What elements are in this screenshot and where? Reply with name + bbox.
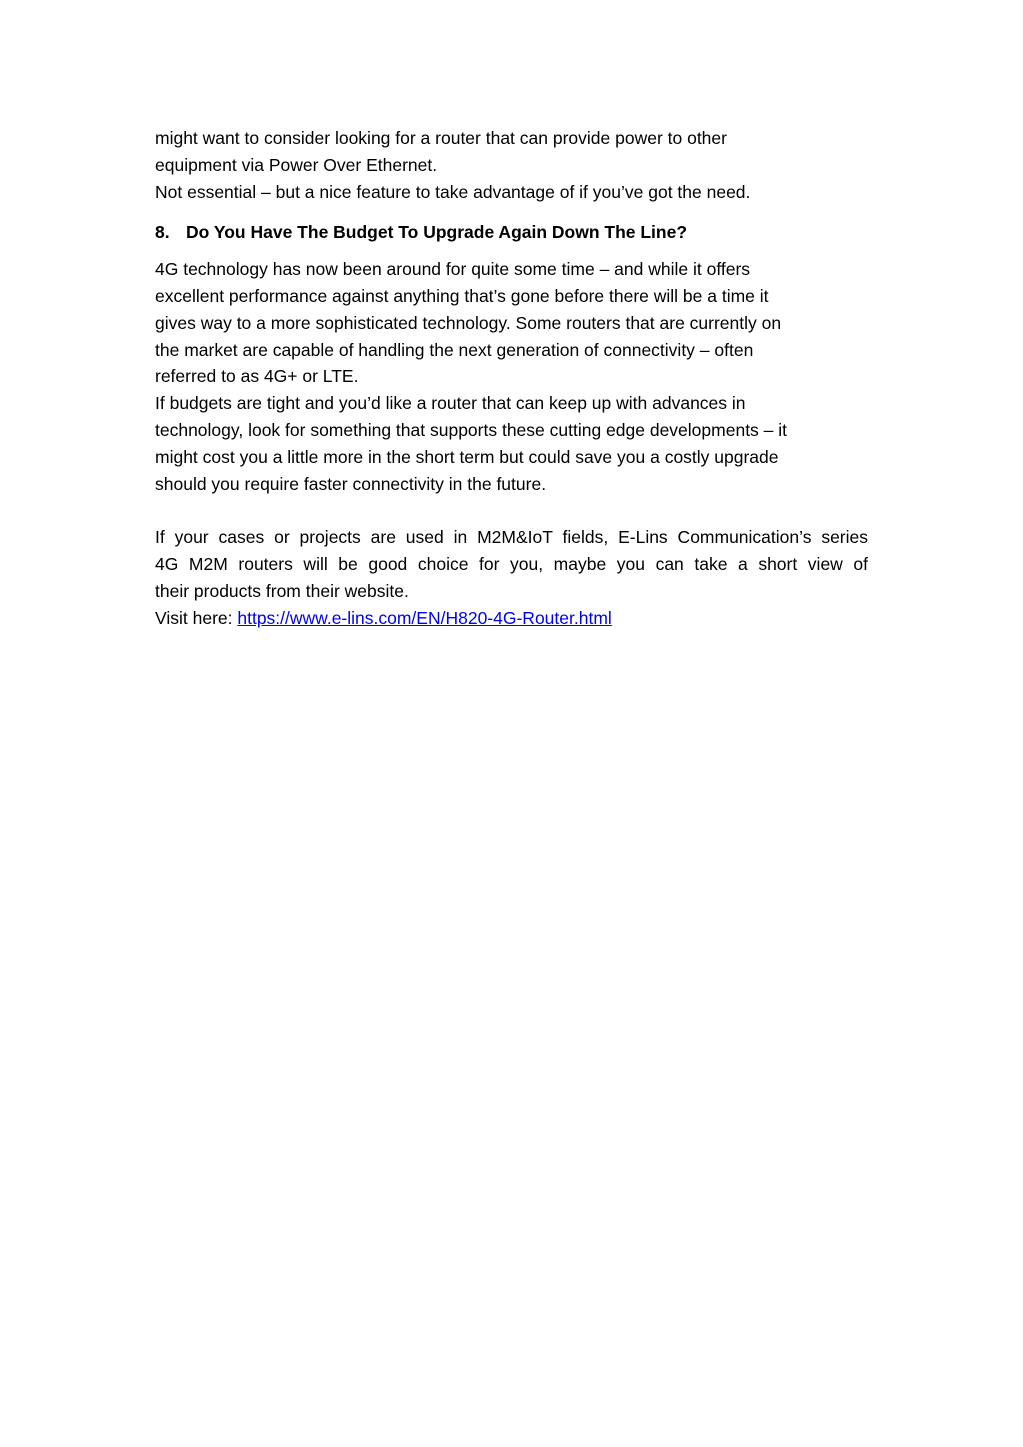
- section-heading: [155, 219, 868, 246]
- section-title: Do You Have The Budget To Upgrade Again Down The Line?: [186, 222, 688, 243]
- text-line: If budgets are tight and you’d like a router that can keep up with advances in: [155, 393, 746, 414]
- text-line: excellent performance against anything that’s gone before there will be a time it: [155, 285, 769, 306]
- text-line: Not essential – but a nice feature to take advantage of if you’ve got the need.: [155, 181, 751, 202]
- text-line: referred to as 4G+ or LTE.: [155, 366, 359, 387]
- text-line: technology, look for something that supports these cutting edge developments – it: [155, 419, 788, 440]
- text-line: should you require faster connectivity in the future.: [155, 473, 547, 494]
- text-line: 4G technology has now been around for quite some time – and while it offers: [155, 259, 751, 280]
- section-number: 8.: [155, 222, 170, 243]
- text-line: the market are capable of handling the next generation of connectivity – often: [155, 339, 754, 360]
- section-paragraph-2: [155, 390, 868, 497]
- section-paragraph-1: [155, 256, 868, 390]
- visit-label: Visit here:: [155, 607, 238, 628]
- text-line: might cost you a little more in the short term but could save you a costly upgrade: [155, 446, 779, 467]
- text-line: If your cases or projects are used in M2M&IoT fields, E-Lins Communication’s series: [155, 527, 868, 548]
- text-line: equipment via Power Over Ethernet.: [155, 154, 438, 175]
- intro-paragraph: [155, 125, 868, 205]
- document-page: [155, 125, 868, 631]
- spacer: [155, 497, 868, 524]
- text-line: 4G M2M routers will be good choice for you, maybe you can take a short view of: [155, 553, 868, 574]
- visit-line: [155, 605, 868, 632]
- text-line: gives way to a more sophisticated technology. Some routers that are currently on: [155, 312, 782, 333]
- text-line: their products from their website.: [155, 580, 409, 601]
- product-link[interactable]: https://www.e-lins.com/EN/H820-4G-Router.html: [237, 607, 612, 628]
- text-line: might want to consider looking for a router that can provide power to other: [155, 128, 727, 148]
- closing-paragraph: [155, 524, 868, 631]
